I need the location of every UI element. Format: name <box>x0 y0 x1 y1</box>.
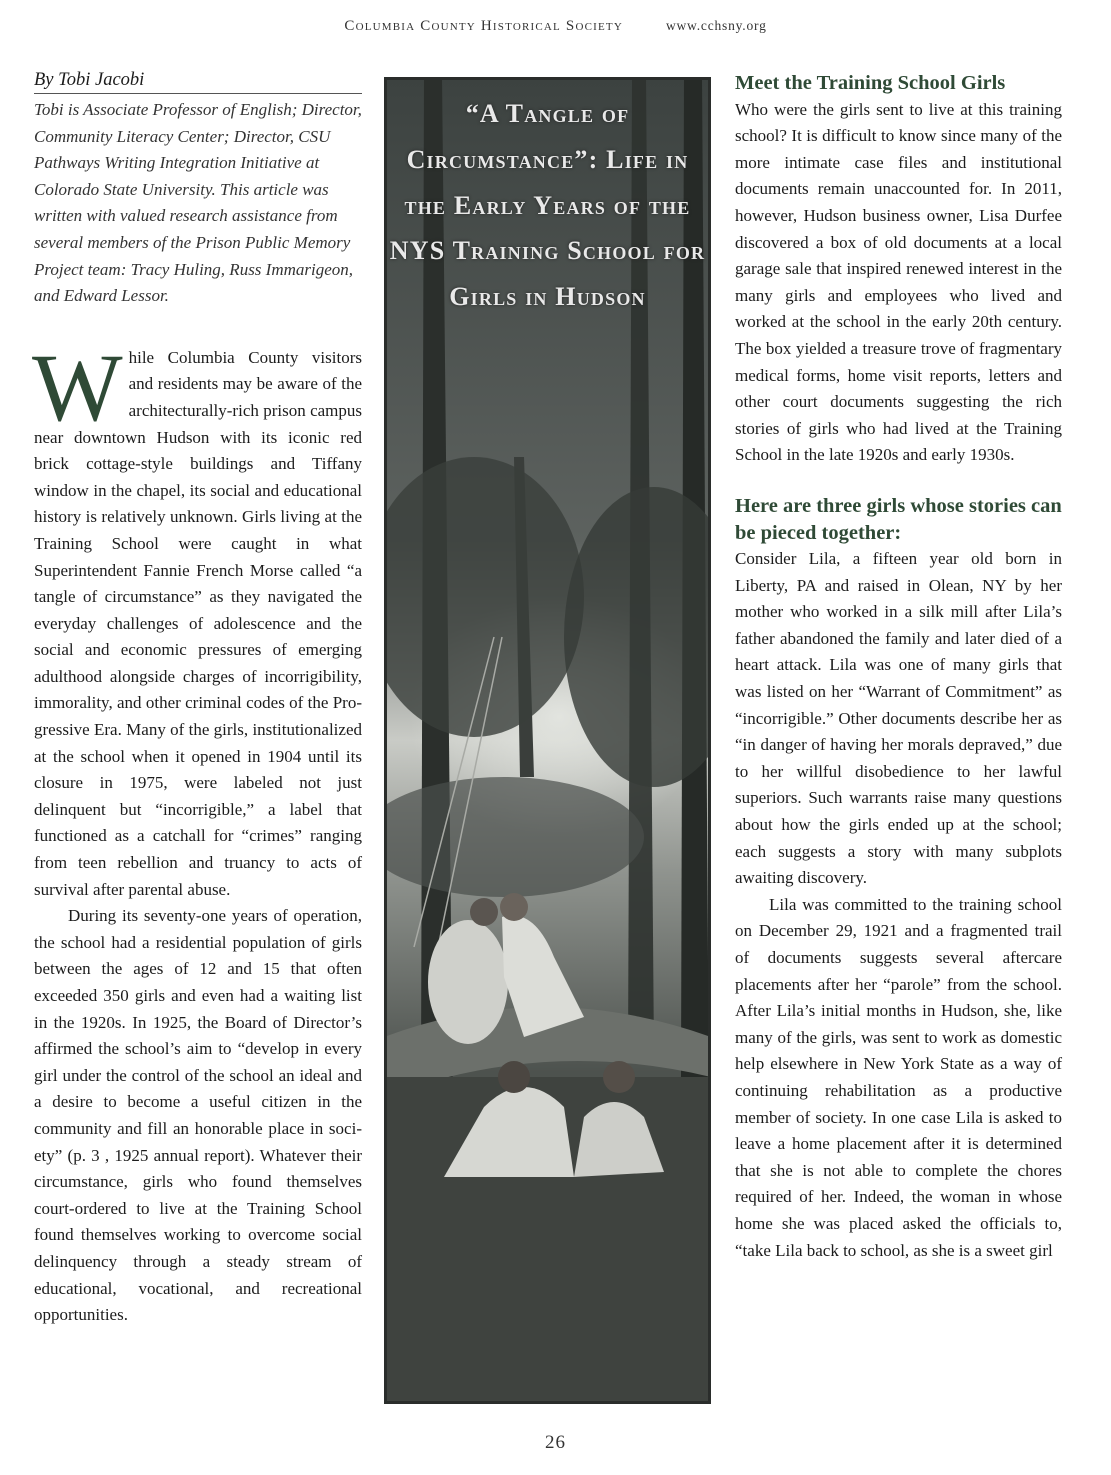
right-column <box>735 70 1062 1264</box>
drop-cap: W <box>32 333 123 441</box>
body-paragraph: Who were the girls sent to live at this training school? It is difficult to know since many of the more intimate case files and institutional documents remain unaccounted for. In 2011, however, Hudson business owner, Lisa Durfee discovered a box of old documents at a local garage sale that inspired renewed interest in the many girls and employees who lived and worked at the school in the early 20th century. The box yielded a treasure trove of fragmentary medical forms, home visit reports, letters and other court documents suggesting the rich stories of girls who had lived at the Training School in the late 1920s and early 1930s. <box>735 99 1062 465</box>
feature-photo <box>384 77 711 1404</box>
website-url: www.cchsny.org <box>665 18 767 33</box>
body-paragraph: Lila was committed to the training school on December 29, 1921 and a fragmented trail of documents suggests several aftercare placements after her “parole” from the school. After Lila’s initial months in Hudson, she, like many of the girls, was sent to work as domestic help elsewhere in New York State as a way of continuing rehabilitation as a productive member of society. In one case Lila is asked to leave a home placement after it is determined that she is not able to complete the chores required of her. Indeed, the woman in whose home she was placed asked the officials to, “take Lila back to school, as she is a sweet girl <box>735 894 1062 1260</box>
left-column <box>34 70 362 1329</box>
body-paragraph: Consider Lila, a fifteen year old born in Liberty, PA and raised in Olean, NY by her mother who worked in a silk mill after Lila’s father abandoned the family and later died of a heart attack. Lila was one of many girls that was listed on her “Warrant of Commitment” as “incorrigible.” Other documents describe her as “in danger of having her morals depraved,” due to her willful disobedience to her lawful superiors. Such warrants raise many questions about how the girls ended up at the school; each suggests a story with many subplots awaiting discovery. <box>735 549 1062 888</box>
page-number: 26 <box>545 1432 566 1453</box>
publication-name: Columbia County Historical Society <box>344 18 623 34</box>
section-heading: Meet the Training School Girls <box>735 72 1006 94</box>
article-title: “A Tangle of Circumstance”: Life in the Early Years of the NYS Training School for Girls in Hudson <box>389 99 706 312</box>
author-bio: Tobi is Associate Professor of English; Director, Community Literacy Center; Director, CSU Pathways Writing Integration Initiative at Colorado State University. This article was written with valued research assistance from several members of the Prison Public Memory Project team: Tracy Huling, Russ Immarigeon, and Edward Lessor. <box>34 100 362 306</box>
section-heading: Here are three girls whose stories can be pieced together: <box>735 494 1062 544</box>
body-paragraph: During its seventy-one years of operation, the school had a residential population of girls between the ages of 12 and 15 that often exceeded 350 girls and even had a waiting list in the 1920s. In 1925, the Board of Director’s affirmed the school’s aim to “develop in every girl under the control of the school an ideal and a desire to become a useful citizen in the community and fill an honorable place in society” (p. 3 , 1925 annual report). Whatever their circumstance, girls who found themselves court-ordered to live at the Training School found themselves working to overcome social delinquency through a steady stream of educational, vocational, and recreational opportunities. <box>34 906 362 1325</box>
running-header <box>0 18 1111 35</box>
author-byline: By Tobi Jacobi <box>34 70 362 94</box>
intro-paragraph <box>32 333 362 903</box>
intro-text: hile Columbia County visitors and residents may be aware of the architecturally-rich prison campus near downtown Hudson with its iconic red brick cottage-style buildings and Tiffany window in the chapel, its social and educational history is relatively unknown. Girls living at the Training School were caught in what Superintendent Fannie French Morse called “a tangle of circumstance” as they navigated the everyday challenges of adolescence and the social and economic pressures of emerging adulthood alongside charges of incorrigibility, immorality, and other criminal codes of the Progressive Era. Many of the girls, institutionalized at the school when it opened in 1904 until its closure in 1975, were labeled not just delinquent but “incorrigible,” a label that functioned as a catchall for “crimes” ranging from teen rebellion and truancy to acts of survival after parental abuse. <box>34 347 362 899</box>
